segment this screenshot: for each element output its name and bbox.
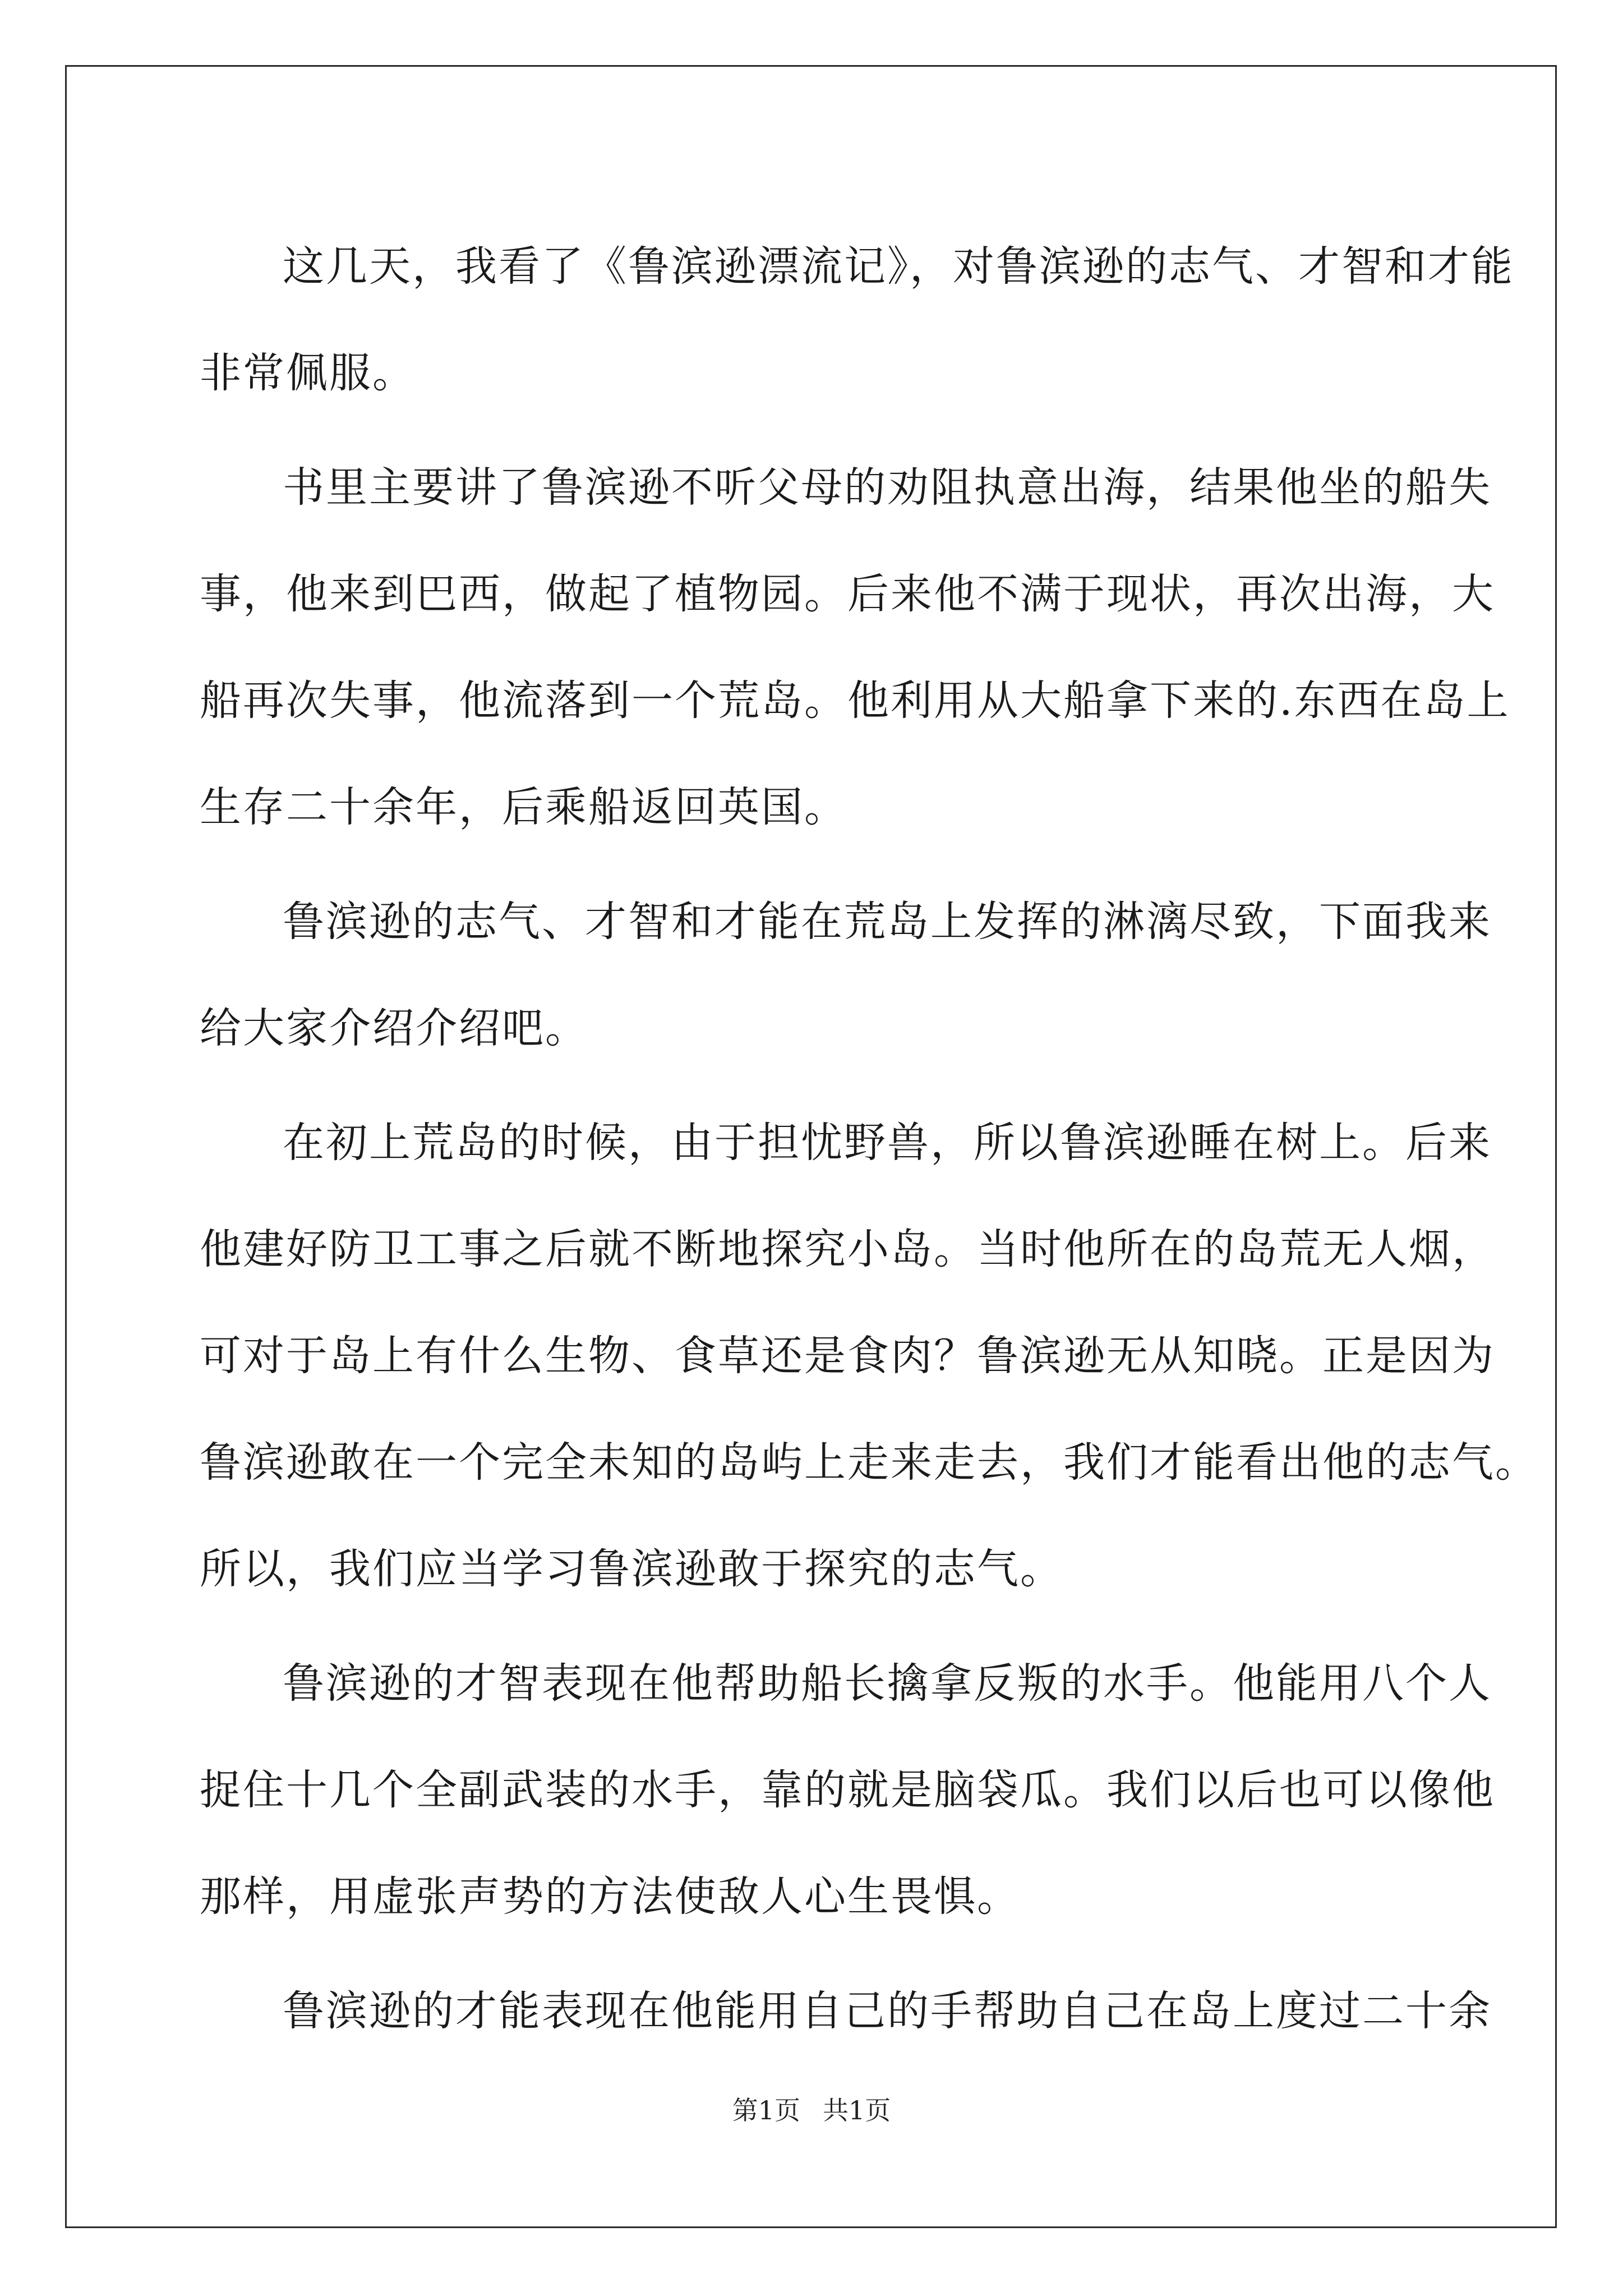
text-line: 那样，用虚张声势的方法使敌人心生畏惧。: [200, 1872, 1020, 1921]
text-line: 鲁滨逊敢在一个完全未知的岛屿上走来走去，我们才能看出他的志气。: [200, 1438, 1538, 1487]
text-line: 他建好防卫工事之后就不断地探究小岛。当时他所在的岛荒无人烟，: [200, 1225, 1495, 1273]
page-footer: [0, 2093, 1623, 2127]
text-line: 鲁滨逊的志气、才智和才能在荒岛上发挥的淋漓尽致，下面我来: [283, 898, 1492, 946]
text-line: 生存二十余年，后乘船返回英国。: [200, 783, 847, 831]
text-line: 事，他来到巴西，做起了植物园。后来他不满于现状，再次出海，大: [200, 570, 1495, 618]
text-line: 船再次失事，他流落到一个荒岛。他利用从大船拿下来的.东西在岛上: [200, 677, 1510, 725]
text-line: 在初上荒岛的时候，由于担忧野兽，所以鲁滨逊睡在树上。后来: [283, 1119, 1492, 1167]
page-total: 共1页: [823, 2095, 891, 2125]
text-line: 书里主要讲了鲁滨逊不听父母的劝阻执意出海，结果他坐的船失: [283, 463, 1492, 512]
text-line: 可对于岛上有什么生物、食草还是食肉？鲁滨逊无从知晓。正是因为: [200, 1332, 1495, 1380]
text-line: 鲁滨逊的才智表现在他帮助船长擒拿反叛的水手。他能用八个人: [283, 1659, 1492, 1708]
text-line: 捉住十几个全副武装的水手，靠的就是脑袋瓜。我们以后也可以像他: [200, 1766, 1495, 1814]
page-number: 第1页: [732, 2095, 800, 2125]
document-body: [200, 213, 1538, 2064]
text-line: 非常佩服。: [200, 349, 416, 397]
text-line: 鲁滨逊的才能表现在他能用自己的手帮助自己在岛上度过二十余: [283, 1987, 1492, 2035]
text-line: 这几天，我看了《鲁滨逊漂流记》，对鲁滨逊的志气、才智和才能: [283, 242, 1514, 291]
text-line: 给大家介绍介绍吧。: [200, 1004, 588, 1052]
text-line: 所以，我们应当学习鲁滨逊敢于探究的志气。: [200, 1545, 1063, 1593]
